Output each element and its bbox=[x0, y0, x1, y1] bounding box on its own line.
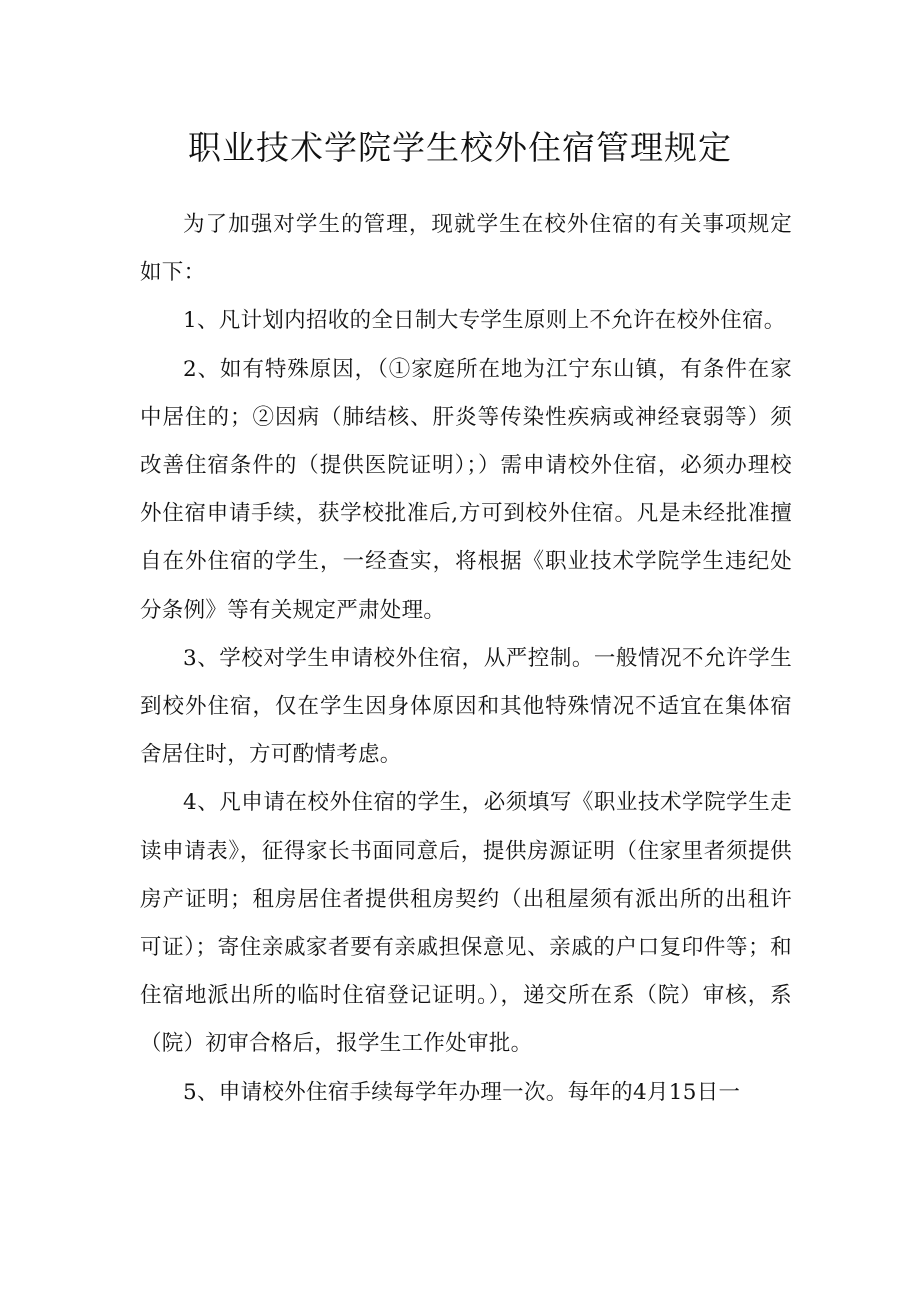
document-body bbox=[140, 201, 792, 1117]
paragraph-rule-3: 3、学校对学生申请校外住宿，从严控制。一般情况不允许学生到校外住宿，仅在学生因身体原因和其他特殊情况不适宜在集体宿舍居住时，方可酌情考虑。 bbox=[140, 645, 792, 768]
paragraph-rule-1: 1、凡计划内招收的全日制大专学生原则上不允许在校外住宿。 bbox=[183, 308, 786, 334]
paragraph-intro: 为了加强对学生的管理，现就学生在校外住宿的有关事项规定如下： bbox=[140, 212, 792, 286]
paragraph-rule-2: 2、如有特殊原因，（①家庭所在地为江宁东山镇，有条件在家中居住的；②因病（肺结核、肝炎等传染性疾病或神经衰弱等）须改善住宿条件的（提供医院证明）；）需申请校外住宿，必须办理校外住宿申请手续，获学校批准后,方可到校外住宿。凡是未经批准擅自在外住宿的学生，一经查实，将根据《职业技术学院学生违纪处分条例》等有关规定严肃处理。 bbox=[140, 356, 792, 623]
paragraph-rule-5: 5、申请校外住宿手续每学年办理一次。每年的4月15日一 bbox=[183, 1079, 741, 1105]
document-title: 职业技术学院学生校外住宿管理规定 bbox=[188, 128, 732, 167]
paragraph-rule-4: 4、凡申请在校外住宿的学生，必须填写《职业技术学院学生走读申请表》，征得家长书面同意后，提供房源证明（住家里者须提供房产证明；租房居住者提供租房契约（出租屋须有派出所的出租许可证）；寄住亲戚家者要有亲戚担保意见、亲戚的户口复印件等；和住宿地派出所的临时住宿登记证明。），递交所在系（院）审核，系（院）初审合格后，报学生工作处审批。 bbox=[140, 790, 792, 1057]
